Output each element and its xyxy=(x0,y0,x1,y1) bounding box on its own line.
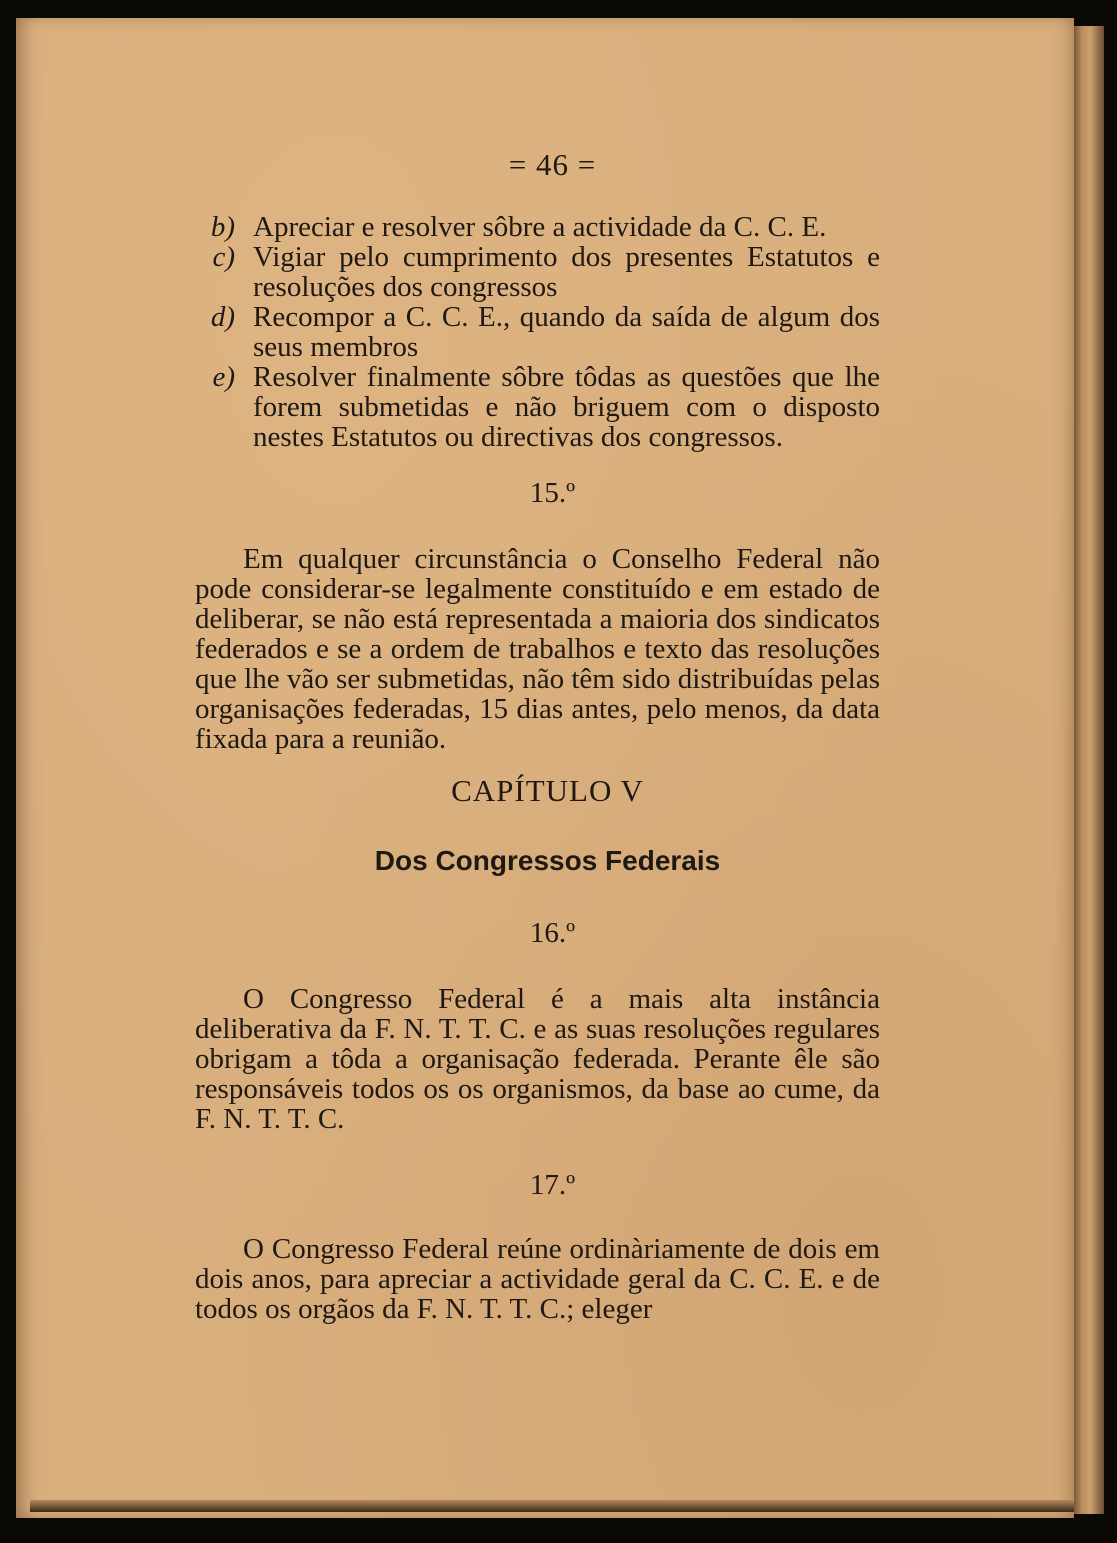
item-text: Resolver finalmente sôbre tôdas as questões que lhe forem submetidas e não briguem com o disposto nestes Estatutos ou directivas dos congressos. xyxy=(253,361,880,453)
item-text: Recompor a C. C. E., quando da saída de algum dos seus membros xyxy=(253,301,880,363)
article-15-text: Em qualquer circunstância o Conselho Federal não pode considerar-se legalmente constituído e em estado de deliberar, se não está representada a maioria dos sindicatos federados e se a ordem de trabalhos e texto das resoluções que lhe vão ser submetidas, não têm sido distribuídas pelas organisações federadas, 15 dias antes, pelo menos, da data fixada para a reunião. xyxy=(195,543,880,755)
list-item xyxy=(195,302,880,362)
list-item xyxy=(195,362,880,452)
chapter-title: CAPÍTULO V xyxy=(451,773,644,808)
article-17-text: O Congresso Federal reúne ordinàriamente de dois em dois anos, para apreciar a actividade geral da C. C. E. e de todos os orgãos da F. N. T. T. C.; eleger xyxy=(195,1233,880,1325)
page-number: = 46 = xyxy=(508,147,597,182)
item-letter: e) xyxy=(212,361,235,393)
article-15-heading: 15.º xyxy=(529,477,576,509)
page-bottom-edge xyxy=(30,1500,1074,1512)
page-content xyxy=(195,147,880,1325)
article-16-text: O Congresso Federal é a mais alta instância deliberativa da F. N. T. T. C. e as suas resoluções regulares obrigam a tôda a organisação federada. Perante êle são responsáveis todos os os organismos, da base ao cume, da F. N. T. T. C. xyxy=(195,983,880,1135)
article-16-heading: 16.º xyxy=(529,917,576,949)
book-page-edge xyxy=(1070,26,1104,1514)
list-item xyxy=(195,242,880,302)
article-17-heading: 17.º xyxy=(529,1169,576,1201)
item-text: Vigiar pelo cumprimento dos presentes Estatutos e resoluções dos congressos xyxy=(253,241,880,303)
section-title: Dos Congressos Federais xyxy=(374,845,721,876)
item-letter: b) xyxy=(210,211,235,243)
item-letter: d) xyxy=(210,301,235,333)
item-list xyxy=(195,212,880,452)
list-item xyxy=(195,212,880,242)
item-text: Apreciar e resolver sôbre a actividade da C. C. E. xyxy=(253,211,827,243)
item-letter: c) xyxy=(212,241,235,273)
